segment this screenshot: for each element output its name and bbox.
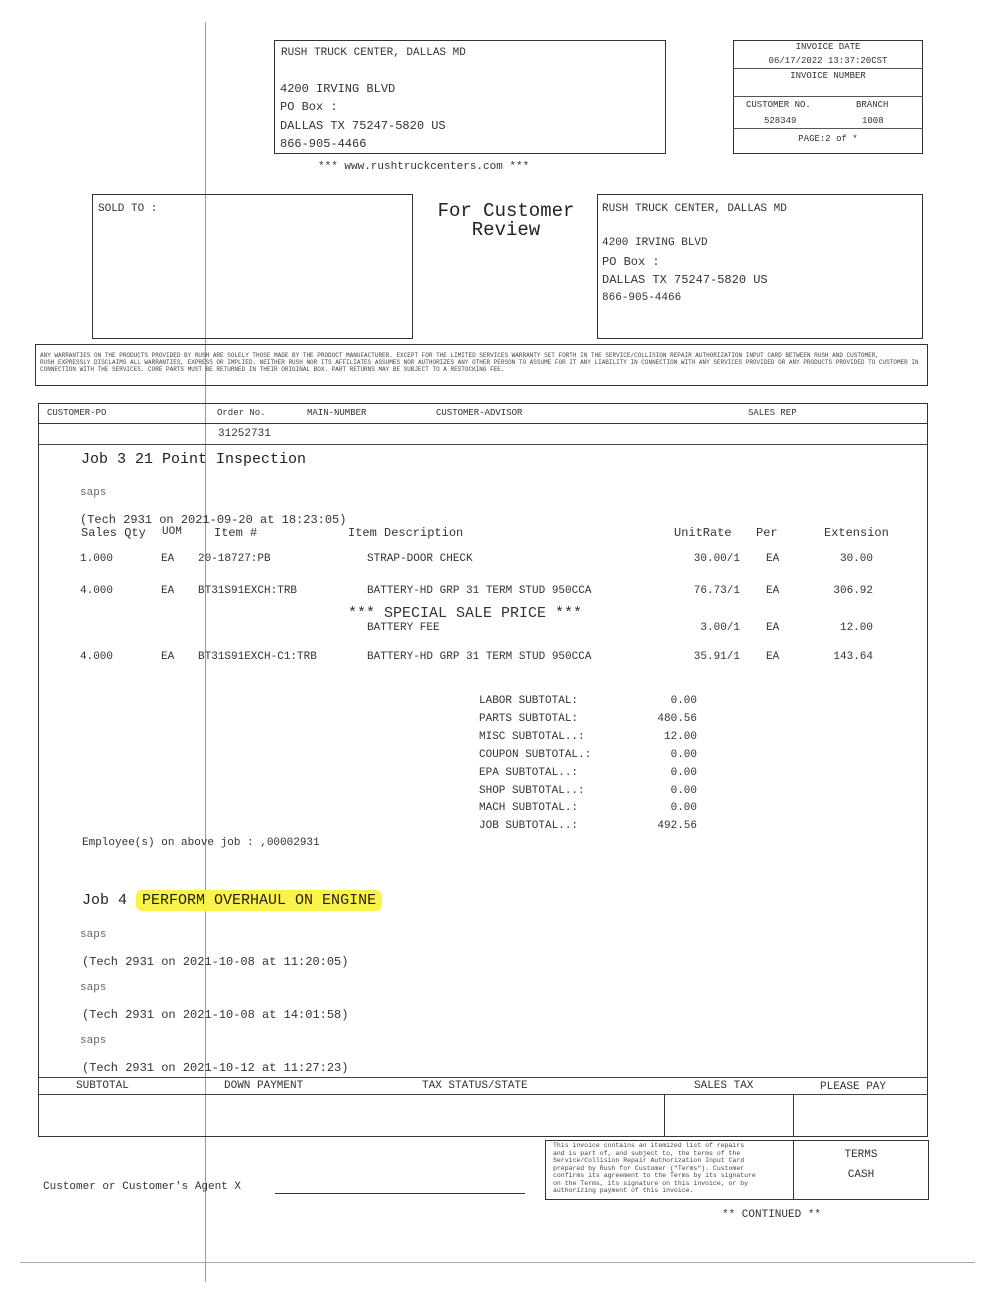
order-no-label: Order No.: [217, 408, 266, 418]
divider: [734, 96, 922, 97]
disclaimer-line: This invoice contains an itemized list of repairs: [553, 1142, 745, 1149]
job4-saps: saps: [80, 982, 107, 994]
row-item: BT31S91EXCH:TRB: [198, 585, 298, 597]
job4-saps: saps: [80, 1035, 107, 1047]
branch-value: 1008: [862, 116, 884, 126]
sold-to-box: [92, 194, 413, 339]
job-subtotal-value: 492.56: [657, 820, 697, 832]
info-bar: [38, 403, 928, 424]
job3-tech-line: (Tech 2931 on 2021-09-20 at 18:23:05): [80, 513, 347, 527]
page-indicator: PAGE:2 of *: [798, 134, 858, 144]
terms-value: CASH: [847, 1169, 875, 1181]
row-qty: 1.000: [80, 553, 114, 565]
row-unit-rate: 76.73/1: [693, 585, 740, 597]
review-title-line1: For Customer: [437, 200, 575, 222]
disclaimer-line: confirms its agreement to the Terms by its signature: [553, 1172, 756, 1179]
invoice-info-box: [733, 40, 923, 154]
epa-subtotal-label: EPA SUBTOTAL..:: [479, 767, 579, 779]
job-subtotal-label: JOB SUBTOTAL..:: [479, 820, 579, 832]
customer-no-value: 528349: [764, 116, 797, 126]
header-extension: Extension: [824, 526, 889, 540]
signature-line[interactable]: [275, 1193, 525, 1194]
ship-to-box: [597, 194, 923, 339]
row-unit-rate: 30.00/1: [693, 553, 740, 565]
signature-label: Customer or Customer's Agent X: [43, 1181, 242, 1193]
store-po-box: PO Box :: [280, 100, 338, 114]
scan-bottom-line: [20, 1262, 975, 1263]
ship-address: 4200 IRVING BLVD: [602, 237, 708, 249]
divider: [664, 1094, 665, 1137]
header-item-number: Item #: [214, 526, 258, 540]
tax-status-label: TAX STATUS/STATE: [422, 1080, 528, 1092]
divider: [38, 444, 928, 445]
row-qty: 4.000: [80, 585, 114, 597]
disclaimer-line: Service/Collision Repair Authorization Input Card: [553, 1157, 745, 1164]
continued-label: ** CONTINUED **: [722, 1209, 822, 1221]
store-header-box: [274, 40, 666, 154]
store-city-line: DALLAS TX 75247-5820 US: [280, 119, 446, 133]
row-description: BATTERY-HD GRP 31 TERM STUD 950CCA: [367, 651, 592, 663]
terms-box: [793, 1140, 929, 1200]
job3-saps: saps: [80, 487, 107, 499]
warranty-line-2: RUSH EXPRESSLY DISCLAIMS ALL WARRANTIES, EXPRESS OR IMPLIED. NEITHER RUSH NOR ITS AFFILIATES ASSUMES NOR AUTHORIZES ANY OTHER PERSON TO ASSUME FOR IT ANY LIABILITY IN CONNECTION WITH ANY SERVICES PROVIDED OR ANY PRODUCTS PROVIDED TO CUSTOMER IN: [40, 359, 919, 366]
disclaimer-line: on the Terms, its signature on this invoice, or by: [553, 1179, 749, 1187]
ship-po-box: PO Box :: [602, 255, 660, 269]
subtotal-label: SUBTOTAL: [76, 1080, 129, 1092]
sales-rep-label: SALES REP: [748, 408, 797, 418]
job4-tech-line: (Tech 2931 on 2021-10-08 at 11:20:05): [82, 955, 349, 969]
warranty-box: [35, 344, 928, 386]
misc-subtotal-label: MISC SUBTOTAL..:: [479, 731, 585, 743]
row-uom: EA: [161, 553, 175, 565]
customer-advisor-label: CUSTOMER-ADVISOR: [436, 408, 523, 418]
row-unit-rate: 35.91/1: [693, 651, 740, 663]
ship-store-name: RUSH TRUCK CENTER, DALLAS MD: [602, 203, 787, 215]
job4-tech-line: (Tech 2931 on 2021-10-12 at 11:27:23): [82, 1061, 349, 1075]
row-extension: 143.64: [833, 651, 873, 663]
disclaimer-text: [553, 1142, 756, 1195]
warranty-line-1: ANY WARRANTIES ON THE PRODUCTS PROVIDED BY RUSH ARE SOLELY THOSE MADE BY THE PRODUCT MANUFACTURER. EXCEPT FOR THE LIMITED SERVICES WARRANTY SET FORTH IN THE SERVICE/COLLISION REPAIR AUTHORIZATION INPUT CARD BETWEEN RUSH AND CUSTOMER,: [40, 352, 879, 359]
row-per: EA: [766, 651, 780, 663]
row-per: EA: [766, 622, 780, 634]
job4-highlighted-title: PERFORM OVERHAUL ON ENGINE: [136, 890, 382, 911]
row-description: BATTERY-HD GRP 31 TERM STUD 950CCA: [367, 585, 592, 597]
row-per: EA: [766, 553, 780, 565]
mach-subtotal-value: 0.00: [670, 802, 697, 814]
store-address: 4200 IRVING BLVD: [280, 82, 396, 96]
row-extension: 12.00: [839, 622, 873, 634]
row-extension: 30.00: [839, 553, 873, 565]
row-uom: EA: [161, 651, 175, 663]
main-number-label: MAIN-NUMBER: [307, 408, 367, 418]
store-phone: 866-905-4466: [280, 137, 367, 151]
row-per: EA: [766, 585, 780, 597]
warranty-line-3: CONNECTION WITH THE SERVICES. CORE PARTS MUST BE RETURNED IN THEIR ORIGINAL BOX. PART RETURNS MAY BE SUBJECT TO A RESTOCKING FEE.: [40, 366, 505, 373]
sales-tax-label: SALES TAX: [694, 1080, 754, 1092]
mach-subtotal-label: MACH SUBTOTAL.:: [479, 802, 579, 814]
misc-subtotal-value: 12.00: [663, 731, 697, 743]
job4-title: [82, 892, 382, 909]
row-extension: 306.92: [833, 585, 873, 597]
customer-no-label: CUSTOMER NO.: [746, 100, 811, 110]
coupon-subtotal-value: 0.00: [670, 749, 697, 761]
header-sales-qty: Sales Qty: [81, 526, 146, 540]
header-per: Per: [756, 526, 778, 540]
divider: [38, 1094, 928, 1095]
row-item: 20-18727:PB: [198, 553, 271, 565]
disclaimer-line: and is part of, and subject to, the terms of the: [553, 1149, 741, 1157]
header-item-description: Item Description: [348, 526, 464, 540]
invoice-number-label: INVOICE NUMBER: [790, 71, 866, 81]
review-title: [420, 202, 592, 240]
terms-label: TERMS: [844, 1149, 878, 1161]
invoice-date-value: 06/17/2022 13:37:20CST: [768, 56, 888, 66]
store-name: RUSH TRUCK CENTER, DALLAS MD: [281, 47, 466, 59]
special-sale-banner: *** SPECIAL SALE PRICE ***: [348, 605, 583, 622]
invoice-date-label: INVOICE DATE: [795, 42, 861, 52]
row-description: BATTERY FEE: [367, 622, 440, 634]
disclaimer-box: [545, 1140, 794, 1200]
labor-subtotal-label: LABOR SUBTOTAL:: [479, 695, 579, 707]
please-pay-label: PLEASE PAY: [820, 1081, 887, 1093]
job3-title: Job 3 21 Point Inspection: [81, 451, 307, 468]
job4-prefix: Job 4: [82, 892, 128, 909]
row-description: STRAP-DOOR CHECK: [367, 553, 473, 565]
review-title-line2: Review: [471, 219, 541, 241]
epa-subtotal-value: 0.00: [670, 767, 697, 779]
customer-po-label: CUSTOMER-PO: [47, 408, 107, 418]
job4-saps: saps: [80, 929, 107, 941]
sold-to-label: SOLD TO :: [98, 203, 158, 215]
divider: [734, 68, 922, 69]
ship-phone: 866-905-4466: [602, 292, 682, 304]
row-unit-rate: 3.00/1: [700, 622, 740, 634]
store-website: *** www.rushtruckcenters.com ***: [318, 161, 530, 173]
divider: [793, 1094, 794, 1137]
disclaimer-line: prepared by Rush for Customer ("Terms"). Customer: [553, 1164, 745, 1172]
row-qty: 4.000: [80, 651, 114, 663]
divider: [734, 128, 922, 129]
parts-subtotal-value: 480.56: [657, 713, 697, 725]
labor-subtotal-value: 0.00: [670, 695, 697, 707]
row-uom: EA: [161, 585, 175, 597]
branch-label: BRANCH: [856, 100, 889, 110]
divider: [38, 1077, 928, 1078]
coupon-subtotal-label: COUPON SUBTOTAL.:: [479, 749, 592, 761]
header-unit-rate: UnitRate: [674, 526, 732, 540]
row-item: BT31S91EXCH-C1:TRB: [198, 651, 317, 663]
disclaimer-line: authorizing payment of this invoice.: [553, 1187, 694, 1194]
shop-subtotal-label: SHOP SUBTOTAL..:: [479, 785, 585, 797]
order-number-value: 31252731: [218, 428, 271, 440]
shop-subtotal-value: 0.00: [670, 785, 697, 797]
header-uom: UOM: [162, 526, 182, 538]
parts-subtotal-label: PARTS SUBTOTAL:: [479, 713, 579, 725]
job4-tech-line: (Tech 2931 on 2021-10-08 at 14:01:58): [82, 1008, 349, 1022]
ship-city-line: DALLAS TX 75247-5820 US: [602, 273, 768, 287]
job3-employees: Employee(s) on above job : ,00002931: [82, 837, 320, 849]
down-payment-label: DOWN PAYMENT: [224, 1080, 304, 1092]
